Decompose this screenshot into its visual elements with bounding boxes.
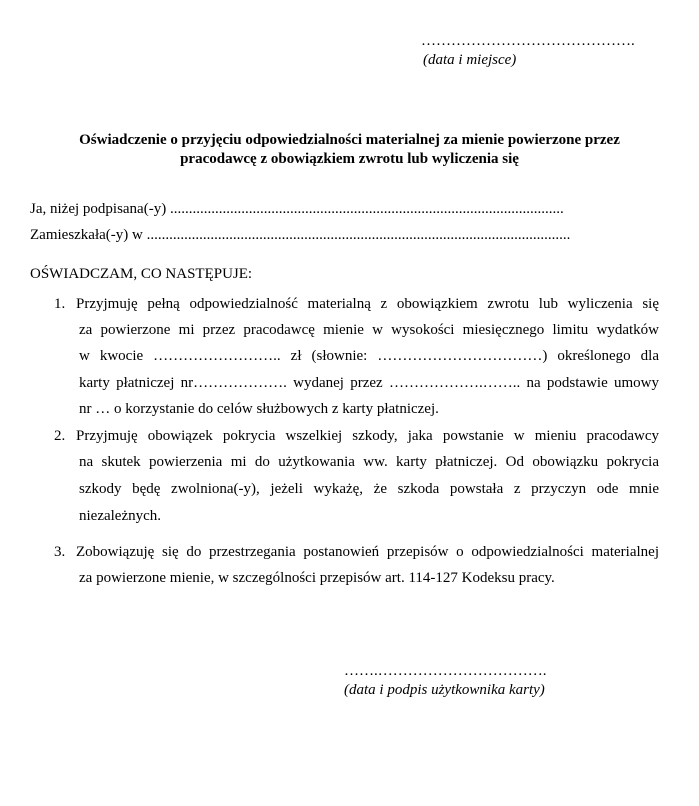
item-line: za powierzone mi przez pracodawcę mienie w wysokości miesięcznego limitu wydatków xyxy=(79,322,659,338)
title-line-1: Oświadczenie o przyjęciu odpowiedzialności materialnej za mienie powierzone przez xyxy=(79,132,620,148)
item-line: Przyjmuję obowiązek pokrycia wszelkiej szkody, jaka powstanie w mieniu pracodawcy xyxy=(76,428,659,444)
declaration-heading: OŚWIADCZAM, CO NASTĘPUJE: xyxy=(30,266,253,282)
signature-dots: …….……………………………. xyxy=(344,663,547,679)
signature-label: (data i podpis użytkownika karty) xyxy=(344,682,545,698)
signer-field: Ja, niżej podpisana(-y) ......................................................................................................... xyxy=(30,201,564,217)
item-line: nr … o korzystanie do celów służbowych z karty płatniczej. xyxy=(79,401,439,417)
item-line: niezależnych. xyxy=(79,508,162,524)
item-line: szkody będę zwolniona(-y), jeżeli wykażę, że szkoda powstała z przyczyn ode mnie xyxy=(79,481,659,497)
item-number: 3. xyxy=(54,544,66,560)
item-number: 1. xyxy=(54,296,66,312)
item-line: na skutek powierzenia mi do użytkowania ww. karty płatniczej. Od obowiązku pokrycia xyxy=(79,454,659,470)
item-line: Zobowiązuję się do przestrzegania postanowień przepisów o odpowiedzialności materialnej xyxy=(76,544,659,560)
item-line: karty płatniczej nr………………. wydanej przez ……………….…….. na podstawie umowy xyxy=(79,375,659,391)
date-place-label: (data i miejsce) xyxy=(423,52,517,68)
title-line-2: pracodawcę z obowiązkiem zwrotu lub wyliczenia się xyxy=(180,151,519,167)
item-line: za powierzone mienie, w szczególności przepisów art. 114-127 Kodeksu pracy. xyxy=(79,570,555,586)
item-number: 2. xyxy=(54,428,66,444)
document-title xyxy=(0,131,699,169)
residence-field: Zamieszkała(-y) w ................................................................................................................. xyxy=(30,227,571,243)
date-place-dots: ……………………………………. xyxy=(421,33,635,49)
item-line: Przyjmuję pełną odpowiedzialność materialną z obowiązkiem zwrotu lub wyliczenia się xyxy=(76,296,659,312)
item-line: w kwocie …………………….. zł (słownie: ……………………………) określonego dla xyxy=(79,348,659,364)
